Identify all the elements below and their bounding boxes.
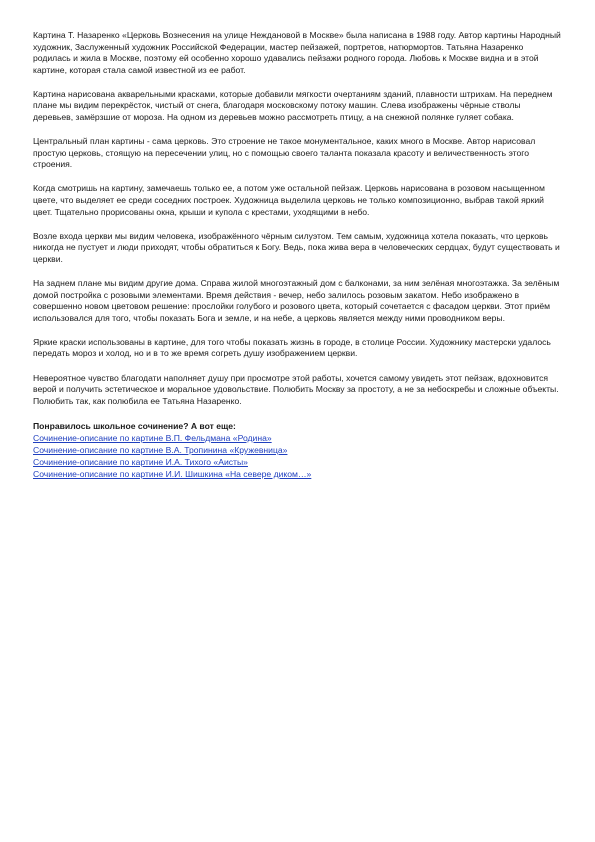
essay-link-shishkin[interactable]: Сочинение-описание по картине И.И. Шишкина «На севере диком…» [33,468,312,479]
essay-link-feldman[interactable]: Сочинение-описание по картине В.П. Фельдмана «Родина» [33,432,272,443]
list-item [33,456,561,468]
paragraph-entrance: Возле входа церкви мы видим человека, изображённого чёрным силуэтом. Тем самым, художница хотела показать, что церковь никогда не пустует и люди приходят, чтобы обратиться к Богу. Ведь, пока жива вера в человеческих сердцах, будут существовать и церкви. [33,230,560,264]
paragraph-background: На заднем плане мы видим другие дома. Справа жилой многоэтажный дом с балконами, за ним зелёная многоэтажка. За зелёным домой постройка с розовыми элементами. Время действия - вечер, небо залилось розовым закатом. Небо изображено в совершенно новом цветовом решение: прослойки голубого и розового цвета, который сочетается с фасадом церкви. Этот приём использовался для того, чтобы показать Бога и земле, и на небе, а церковь является между ними проводником веры. [33,278,560,323]
more-essays-heading: Понравилось школьное сочинение? А вот еще: [33,420,236,431]
paragraph-colors: Яркие краски использованы в картине, для того чтобы показать жизнь в городе, в столице России. Художнику мастерски удалось передать мороз и холод, но и в то же время согреть душу изображением церкви. [33,336,551,359]
paragraph-conclusion: Невероятное чувство благодати наполняет душу при просмотре этой работы, хочется самому увидеть этот пейзаж, вдохновится верой и получить эстетическое и моральное удовольствие. Полюбить Москву за простоту, а не за небоскребы и сложные объекты. Полюбить так, как полюбила ее Татьяна Назаренко. [33,372,559,406]
paragraph-church-color: Когда смотришь на картину, замечаешь только ее, а потом уже остальной пейзаж. Церковь нарисована в розовом насыщенном цвете, что выделяет ее среди соседних построек. Художница выделила церковь не только композиционно, выбрав такой яркий цвет. Тщательно прорисованы окна, крыши и купола с крестами, уходящими в небо. [33,183,545,217]
essay-link-tropinin[interactable]: Сочинение-описание по картине В.А. Тропинина «Кружевница» [33,444,288,455]
list-item [33,432,561,444]
list-item [33,468,561,480]
paragraph-technique: Картина нарисована акварельными красками, которые добавили мягкости очертаниям зданий, плавности штрихам. На переднем плане мы видим перекрёсток, чистый от снега, благодаря московскому потоку машин. Слева изображены чёрные стволы деревьев, замёрзшие от мороза. На одном из деревьев можно рассмотреть птицу, а на снежной полянке гуляет собака. [33,88,553,123]
more-essays-list [33,432,561,480]
more-essays-section [33,420,561,480]
paragraph-central-plan: Центральный план картины - сама церковь. Это строение не такое монументальное, каких много в Москве. Автор нарисовал простую церковь, стоящую на пересечении улиц, но с помощью своего таланта показала красоту и величественность этого строения. [33,136,536,170]
list-item [33,444,561,456]
paragraph-intro: Картина Т. Назаренко «Церковь Вознесения на улице Неждановой в Москве» была написана в 1988 году. Автор картины Народный художник, Заслуженный художник Российской Федерации, мастер пейзажей, портретов, натюрмортов. Татьяна Назаренко родилась и жила в Москве, поэтому ей особенно хорошо удавались пейзажи родного города. Любовь к Москве видна и в этой картине, которая стала самой известной из ее работ. [33,30,561,75]
essay-link-tikhiy[interactable]: Сочинение-описание по картине И.А. Тихого «Аисты» [33,456,248,467]
document-page [33,30,561,480]
